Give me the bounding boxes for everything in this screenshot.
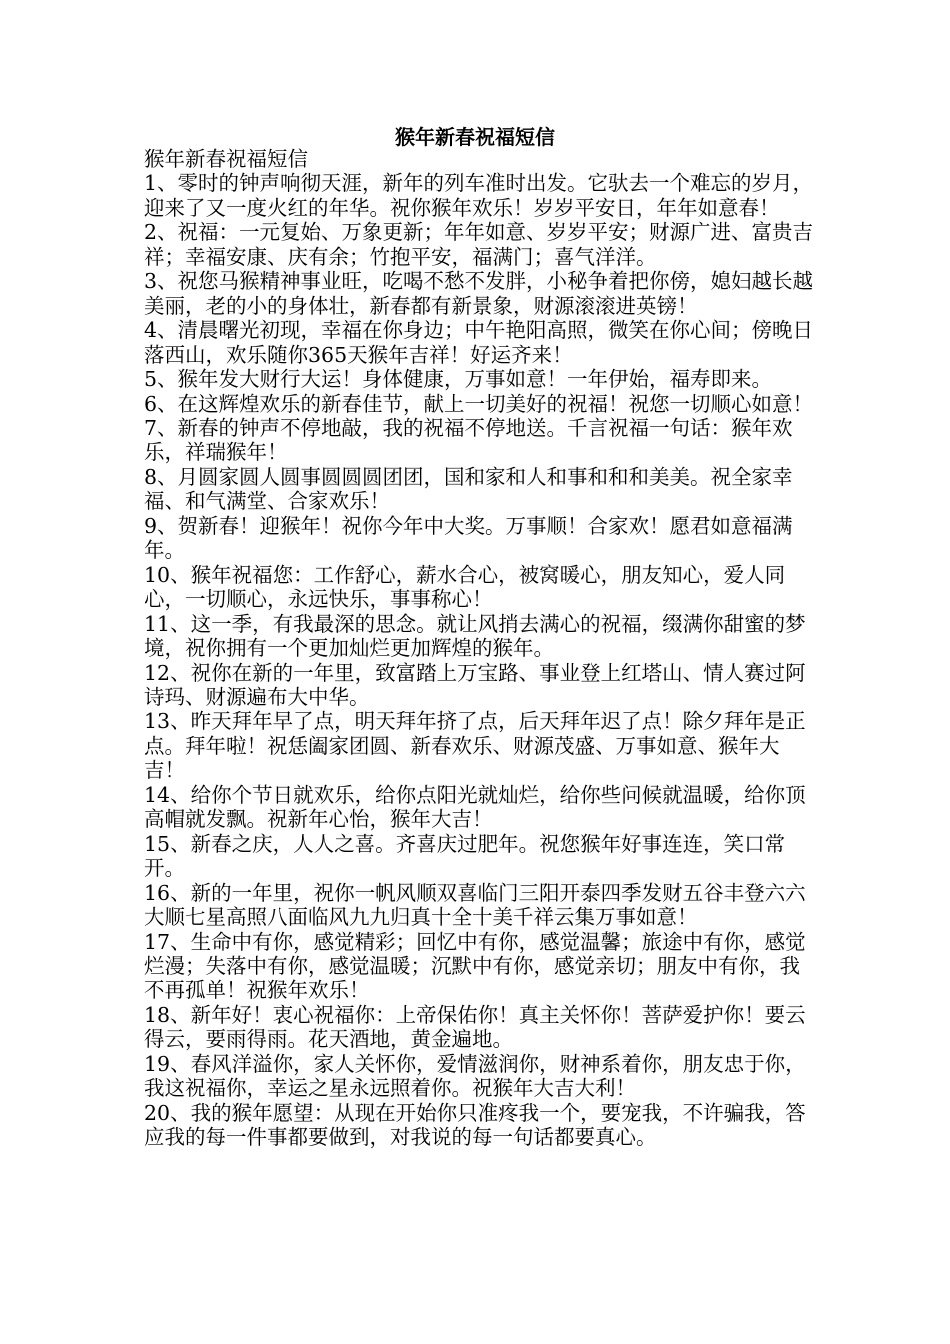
paragraph-13: 13、昨天拜年早了点，明天拜年挤了点，后天拜年迟了点！除夕拜年是正点。拜年啦！祝恁阖家团圆、新春欢乐、财源茂盛、万事如意、猴年大吉！	[144, 709, 806, 783]
paragraph-4: 4、清晨曙光初现，幸福在你身边；中午艳阳高照，微笑在你心间；傍晚日落西山，欢乐随你365天猴年吉祥！好运齐来！	[144, 318, 814, 367]
paragraph-9: 9、贺新春！迎猴年！祝你今年中大奖。万事顺！合家欢！愿君如意福满年。	[144, 513, 793, 563]
document-subtitle: 猴年新春祝福短信	[144, 147, 308, 171]
paragraph-17: 17、生命中有你，感觉精彩；回忆中有你，感觉温馨；旅途中有你，感觉烂漫；失落中有你，感觉温暖；沉默中有你，感觉亲切；朋友中有你，我不再孤单！祝猴年欢乐！	[144, 929, 806, 1003]
paragraph-2: 2、祝福：一元复始、万象更新；年年如意、岁岁平安；财源广进、富贵吉祥；幸福安康、庆有余；竹抱平安，福满门；喜气洋洋。	[144, 220, 814, 269]
paragraph-3: 3、祝您马猴精神事业旺，吃喝不愁不发胖，小秘争着把你傍，媳妇越长越美丽，老的小的身体壮，新春都有新景象，财源滚滚进英镑！	[144, 269, 814, 318]
paragraph-12: 12、祝你在新的一年里，致富踏上万宝路、事业登上红塔山、情人赛过阿诗玛、财源遍布大中华。	[144, 660, 806, 709]
paragraph-15: 15、新春之庆，人人之喜。齐喜庆过肥年。祝您猴年好事连连，笑口常开。	[144, 831, 786, 881]
paragraph-11: 11、这一季，有我最深的思念。就让风捎去满心的祝福，缀满你甜蜜的梦境，祝你拥有一个更加灿烂更加辉煌的猴年。	[144, 611, 806, 661]
paragraph-19: 19、春风洋溢你，家人关怀你，爱情滋润你，财神系着你，朋友忠于你，我这祝福你，幸运之星永远照着你。祝猴年大吉大利！	[144, 1051, 806, 1101]
paragraph-1: 1、零时的钟声响彻天涯，新年的列车准时出发。它驮去一个难忘的岁月，迎来了又一度火红的年华。祝你猴年欢乐！岁岁平安日，年年如意春！	[144, 171, 814, 220]
document-body	[144, 147, 819, 1150]
paragraph-7: 7、新春的钟声不停地敲，我的祝福不停地送。千言祝福一句话：猴年欢乐，祥瑞猴年！	[144, 415, 793, 465]
paragraph-8: 8、月圆家圆人圆事圆圆圆团团，国和家和人和事和和和美美。祝全家幸福、和气满堂、合家欢乐！	[144, 464, 793, 514]
paragraph-5: 5、猴年发大财行大运！身体健康，万事如意！一年伊始，福寿即来。	[144, 367, 773, 392]
document-title: 猴年新春祝福短信	[395, 125, 555, 149]
paragraph-20: 20、我的猴年愿望：从现在开始你只准疼我一个，要宠我，不许骗我，答应我的每一件事都要做到，对我说的每一句话都要真心。	[144, 1100, 806, 1150]
paragraph-16: 16、新的一年里，祝你一帆风顺双喜临门三阳开泰四季发财五谷丰登六六大顺七星高照八面临风九九归真十全十美千祥云集万事如意！	[144, 880, 806, 930]
paragraph-10: 10、猴年祝福您：工作舒心，薪水合心，被窝暖心，朋友知心，爱人同心，一切顺心，永远快乐，事事称心！	[144, 562, 786, 612]
paragraph-6: 6、在这辉煌欢乐的新春佳节，献上一切美好的祝福！祝您一切顺心如意！	[144, 391, 814, 416]
paragraph-18: 18、新年好！衷心祝福你：上帝保佑你！真主关怀你！菩萨爱护你！要云得云，要雨得雨。花天酒地，黄金遍地。	[144, 1002, 806, 1052]
paragraph-14: 14、给你个节日就欢乐，给你点阳光就灿烂，给你些问候就温暖，给你顶高帽就发飘。祝新年心怡，猴年大吉！	[144, 782, 806, 832]
